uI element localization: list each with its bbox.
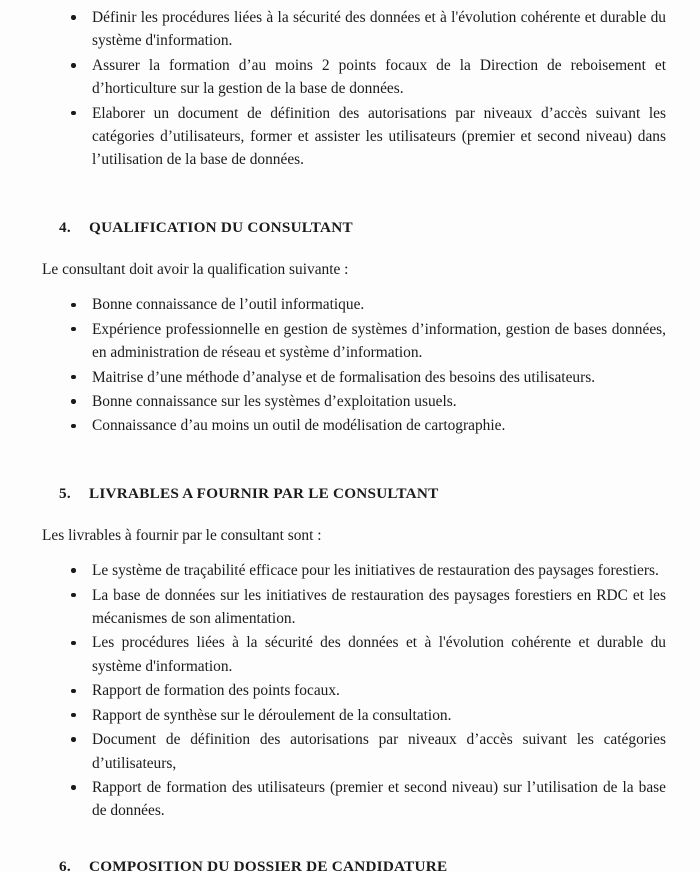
section-number: 4.: [59, 218, 71, 236]
bullet-icon: [71, 424, 76, 429]
bullet-icon: [71, 713, 76, 718]
bullet-icon: [71, 111, 76, 116]
spacer-after-heading-4: [42, 237, 666, 259]
list-item-text: Les procédures liées à la sécurité des données et à l'évolution cohérente et durable du système d'information.: [92, 634, 666, 675]
list-item-text: Connaissance d’au moins un outil de modélisation de cartographie.: [92, 417, 506, 435]
bullet-icon: [71, 593, 76, 598]
list-item-text: Rapport de synthèse sur le déroulement de la consultation.: [92, 706, 452, 724]
list-item: [42, 414, 666, 437]
bullet-icon: [71, 399, 76, 404]
list-item: [42, 704, 666, 727]
bullet-icon: [71, 63, 76, 68]
list-item-text: Bonne connaissance de l’outil informatique.: [92, 296, 365, 314]
section-title: LIVRABLES A FOURNIR PAR LE CONSULTANT: [89, 484, 439, 502]
spacer-before-section-6: [42, 824, 666, 858]
bullet-icon: [71, 785, 76, 790]
list-item-text: Maitrise d’une méthode d’analyse et de formalisation des besoins des utilisateurs.: [92, 368, 596, 386]
list-item: [42, 366, 666, 389]
list-item: [42, 318, 666, 365]
list-item: [42, 776, 666, 823]
bullet-icon: [71, 689, 76, 694]
list-item-text: Rapport de formation des points focaux.: [92, 682, 340, 700]
bullet-icon: [71, 303, 76, 308]
section-heading-6: [42, 858, 666, 872]
list-item-text: Rapport de formation des utilisateurs (premier et second niveau) sur l’utilisation de la base de données.: [92, 778, 666, 820]
bullet-icon: [71, 327, 76, 332]
list-item-text: Elaborer un document de définition des autorisations par niveaux d’accès suivant les catégories d’utilisateurs, former et assister les utilisateurs (premier et second niveau) dans l’utilisation de la base de données.: [92, 104, 666, 169]
spacer-before-list-4: [42, 281, 666, 293]
list-item-text: Assurer la formation d’au moins 2 points focaux de la Direction de reboisement et d’horticulture sur la gestion de la base de données.: [92, 56, 666, 98]
list-item-text: Le système de traçabilité efficace pour les initiatives de restauration des paysages forestiers.: [92, 562, 659, 580]
bullet-icon: [71, 568, 76, 573]
list-item-text: Expérience professionnelle en gestion de systèmes d’information, gestion de bases données, en administration de réseau et système d’information.: [92, 320, 666, 362]
bullet-icon: [71, 737, 76, 742]
section-number: 6.: [59, 857, 71, 872]
list-item-text: Définir les procédures liées à la sécurité des données et à l'évolution cohérente et durable du système d'information.: [92, 9, 666, 50]
list-item: [42, 102, 666, 172]
spacer-before-section-5: [42, 439, 666, 485]
bullet-icon: [71, 641, 76, 646]
bullet-icon: [71, 375, 76, 380]
intro-bullet-list: [42, 6, 666, 172]
bullet-icon: [71, 15, 76, 20]
list-item: [42, 559, 666, 582]
section-title: QUALIFICATION DU CONSULTANT: [89, 218, 353, 236]
list-item-text: Bonne connaissance sur les systèmes d’exploitation usuels.: [92, 392, 457, 410]
list-item: [42, 6, 666, 53]
document-content: [42, 0, 666, 872]
section-number: 5.: [59, 484, 71, 502]
section-5-bullet-list: [42, 559, 666, 822]
list-item: [42, 390, 666, 413]
spacer-after-heading-5: [42, 503, 666, 525]
section-intro-5: Les livrables à fournir par le consultant sont :: [42, 526, 322, 544]
section-heading-4: [42, 219, 666, 237]
list-item: [42, 679, 666, 702]
section-intro-4: Le consultant doit avoir la qualification suivante :: [42, 260, 349, 278]
list-item: [42, 584, 666, 631]
list-item: [42, 631, 666, 678]
section-4-bullet-list: [42, 293, 666, 437]
list-item: [42, 293, 666, 316]
spacer-before-section-4: [42, 173, 666, 219]
section-heading-5: [42, 485, 666, 503]
list-item: [42, 54, 666, 101]
spacer-before-list-5: [42, 547, 666, 559]
list-item: [42, 728, 666, 775]
list-item-text: Document de définition des autorisations par niveaux d’accès suivant les catégories d’utilisateurs,: [92, 731, 666, 772]
list-item-text: La base de données sur les initiatives de restauration des paysages forestiers en RDC et les mécanismes de son alimentation.: [92, 586, 666, 628]
section-title: COMPOSITION DU DOSSIER DE CANDIDATURE: [89, 857, 448, 872]
